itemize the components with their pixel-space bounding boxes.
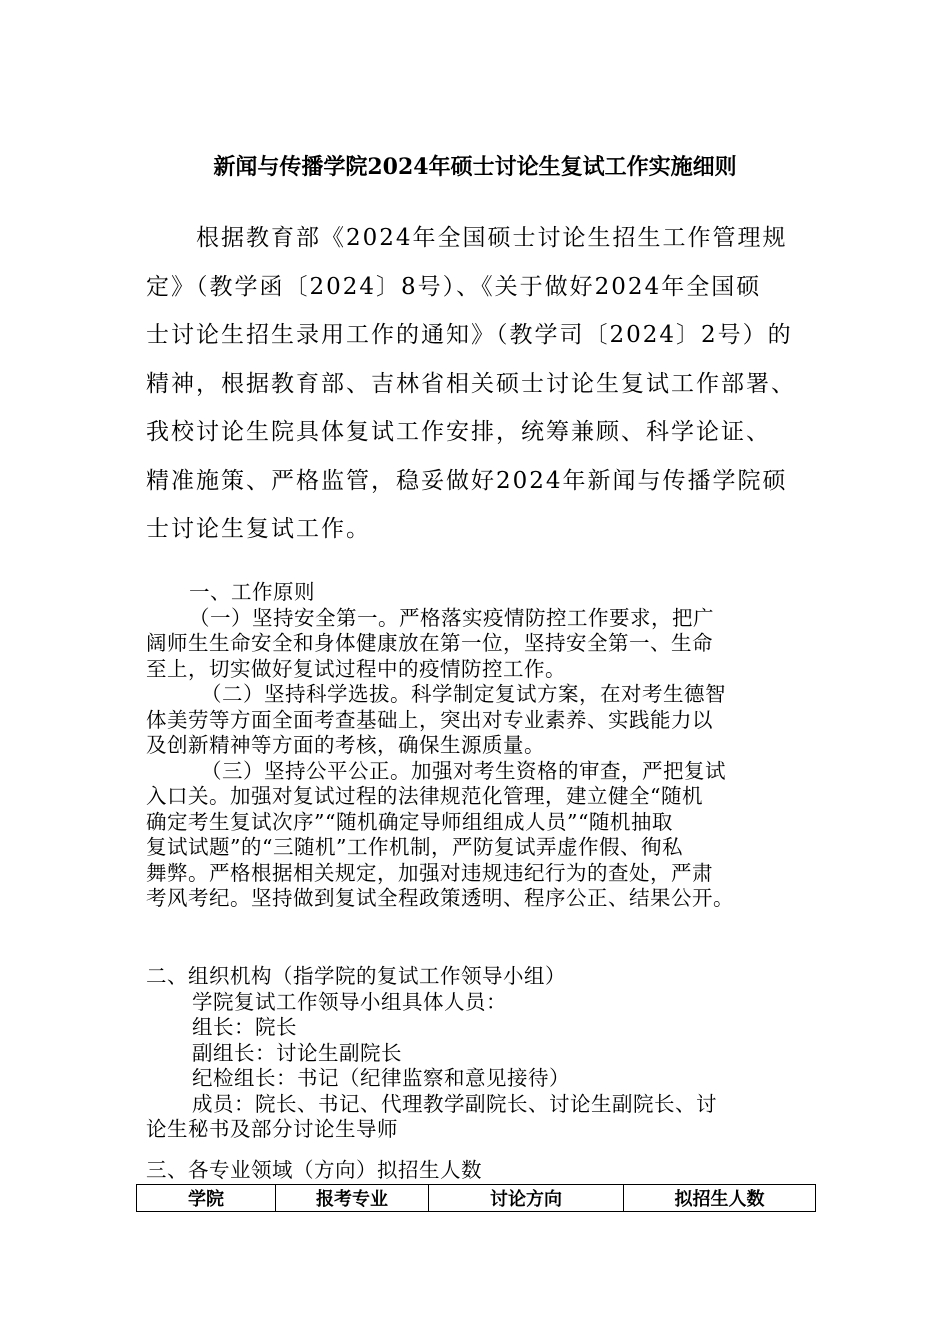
section2-line: 组长：院长	[192, 1015, 297, 1039]
section1-line: （二）坚持科学选拔。科学制定复试方案，在对考生德智	[201, 682, 726, 706]
section1-line: 及创新精神等方面的考核，确保生源质量。	[146, 733, 545, 757]
section1-line: 至上，切实做好复试过程中的疫情防控工作。	[146, 656, 566, 681]
intro-line: 根据教育部《2024年全国硕士讨论生招生工作管理规	[196, 225, 788, 251]
section2-line: 成员：院长、书记、代理教学副院长、讨论生副院长、讨	[192, 1091, 717, 1116]
intro-line: 我校讨论生院具体复试工作安排，统筹兼顾、科学论证、	[146, 419, 771, 445]
section2-line: 纪检组长：书记（纪律监察和意见接待）	[192, 1066, 570, 1090]
table-header-quota: 拟招生人数	[624, 1185, 816, 1212]
document-title: 新闻与传播学院2024年硕士讨论生复试工作实施细则	[213, 154, 737, 180]
section1-line: 阔师生生命安全和身体健康放在第一位，坚持安全第一、生命	[146, 631, 713, 655]
section1-line: 入口关。加强对复试过程的法律规范化管理，建立健全“随机	[146, 784, 703, 808]
intro-line: 精准施策、严格监管，稳妥做好2024年新闻与传播学院硕	[146, 467, 788, 494]
section1-line: （一）坚持安全第一。严格落实疫情防控工作要求，把广	[189, 605, 714, 630]
intro-line: 精神，根据教育部、吉林省相关硕士讨论生复试工作部署、	[146, 370, 796, 397]
section1-heading: 一、工作原则	[189, 580, 315, 604]
section2-line: 副组长：讨论生副院长	[192, 1040, 402, 1065]
section1-line: 复试试题”的“三随机”工作机制，严防复试弄虚作假、徇私	[146, 835, 683, 859]
intro-line: 定》（教学函〔2024〕8号）、《关于做好2024年全国硕	[146, 273, 762, 300]
section1-line: 考风考纪。坚持做到复试全程政策透明、程序公正、结果公开。	[146, 886, 734, 910]
section1	[146, 580, 808, 912]
section1-line: 确定考生复试次序”“随机确定导师组组成人员”“随机抽取	[146, 809, 673, 834]
quota-table	[136, 1184, 816, 1212]
section1-line: 体美劳等方面全面考查基础上，突出对专业素养、实践能力以	[146, 707, 713, 732]
section2-line: 学院复试工作领导小组具体人员：	[192, 989, 507, 1014]
intro-paragraph	[146, 214, 806, 554]
section3-heading: 三、各专业领域（方向）拟招生人数	[146, 1158, 482, 1182]
section1-line: （三）坚持公平公正。加强对考生资格的审查，严把复试	[201, 758, 726, 783]
intro-line: 士讨论生招生录用工作的通知》（教学司〔2024〕2号）的	[146, 322, 793, 348]
section1-line: 舞弊。严格根据相关规定，加强对违规违纪行为的查处，严肃	[146, 860, 713, 885]
table-header-direction: 讨论方向	[429, 1185, 624, 1212]
table-header-college: 学院	[137, 1185, 276, 1212]
section2	[146, 964, 808, 1143]
intro-line: 士讨论生复试工作。	[146, 516, 371, 542]
table-header-row	[137, 1185, 816, 1212]
section2-heading: 二、组织机构（指学院的复试工作领导小组）	[146, 964, 566, 988]
table-header-major: 报考专业	[276, 1185, 429, 1212]
section2-line: 论生秘书及部分讨论生导师	[146, 1117, 398, 1141]
